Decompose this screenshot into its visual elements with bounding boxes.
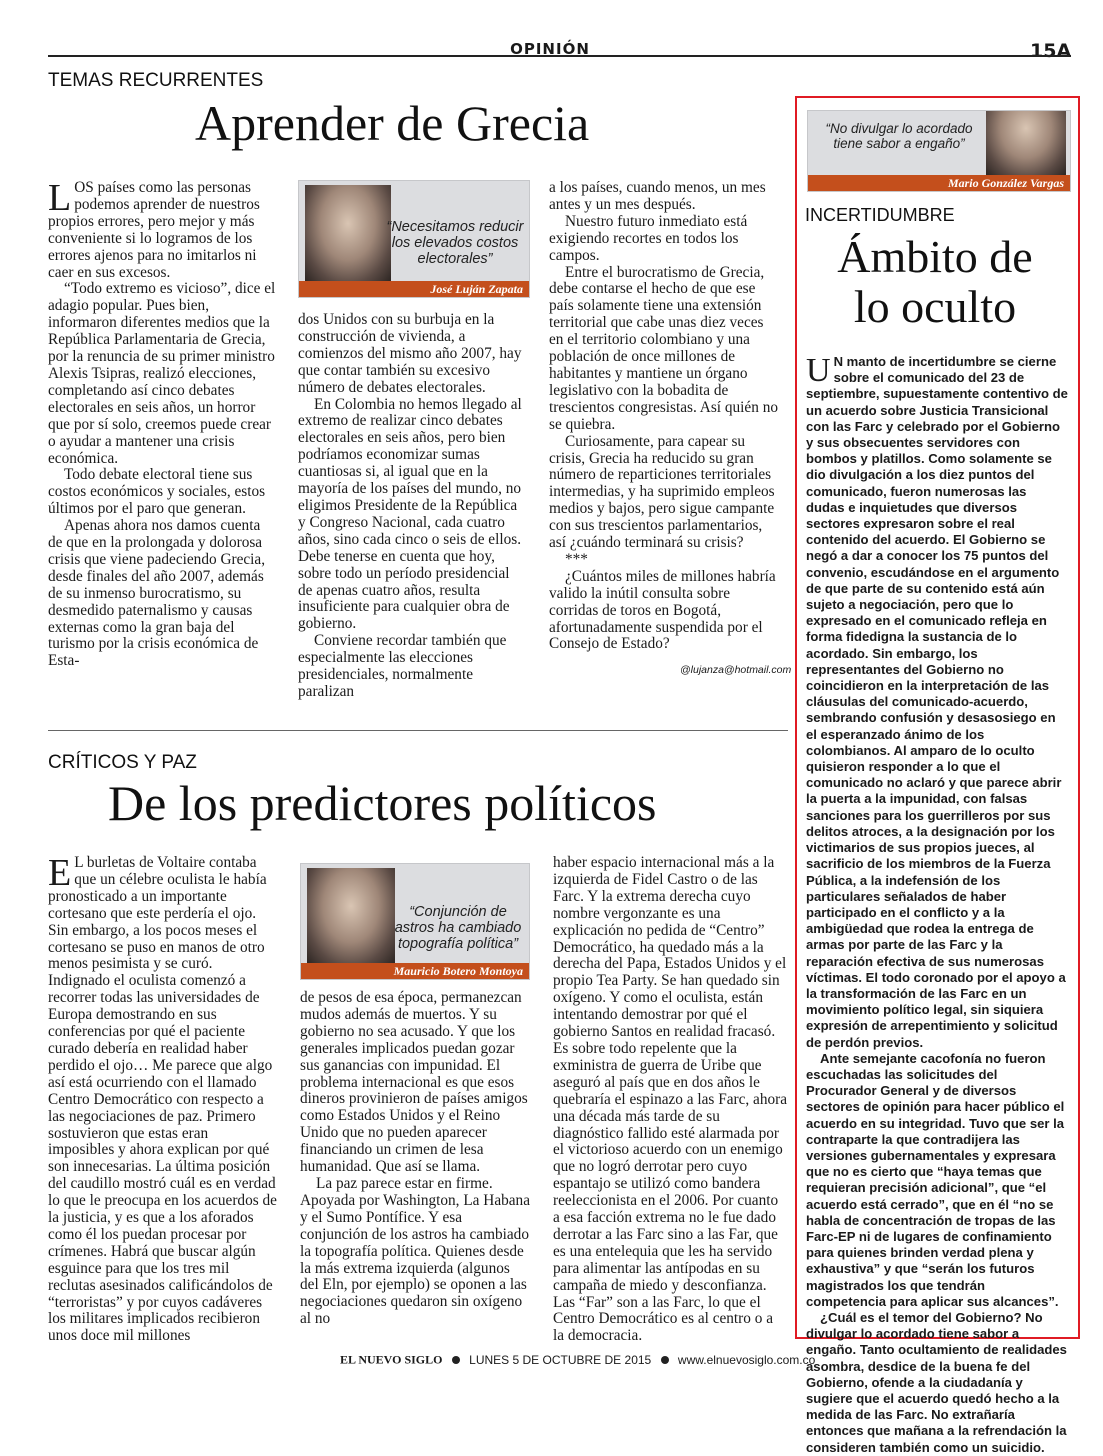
bullet-icon: [452, 1356, 460, 1364]
article2-column-2: de pesos de esa época, permanezcan mudos además de muertos. Y su gobierno no sea acusado. Y que los generales implicados puedan gozar sus ganancias con impunidad. El problema internacional es que esos dineros provinieron de países amigos como Estados Unidos y el Reino Unido que no pueden aparecer financiando un crimen de lesa humanidad. Que así se llama. La paz parece estar en firme. Apoyada por Washington, La Habana y el Sumo Pontífice. Y esa conjunción de los astros ha cambiado la topografía política. Quienes desde la más extrema izquierda (algunos del Eln, por ejemplo) se oponen a las negociaciones quedaron sin oxígeno al no: [300, 989, 530, 1328]
header-rule: [48, 55, 1071, 57]
article3-author-box: [807, 110, 1071, 192]
author-photo: [307, 868, 395, 963]
article3-body: U N manto de incertidumbre se cierne sobre el comunicado del 23 de septiembre, supuestamente contentivo de un acuerdo sobre Justicia Transicional con las Farc y celebrado por el Gobierno y sus obsecuentes servidores con bombos y platillos. Como solamente se dio divulgación a los diez puntos del comunicado, fueron numerosas las dudas e inquietudes que diversos sectores expresaron sobre el real contenido del acuerdo. El Gobierno se negó a dar a conocer los 75 puntos del convenio, escudándose en el argumento de que parte de su contenido está aún sujeto a negociación, pero que lo expresado en el comunicado refleja en forma fidedigna la sustancia de lo acordado. Sin embargo, los representantes del Gobierno no coincidieron en la interpretación de las cláusulas del comunicado-acuerdo, sembrando confusión y desasosiego en el esperanzado ánimo de los colombianos. Al amparo de lo oculto quisieron responder a lo que el comunicado no aclaró y que parece abrir la puerta a la impunidad, con falsas sanciones para los guerrilleros por sus delitos atroces, a la designación por los victimarios de sus propios jueces, al sacrificio de los miembros de la Fuerza Pública, a la indefensión de los particulares señalados de haber participado en el conflicto y a la ambigüedad que rodea la entrega de armas por parte de las Farc y la reparación efectiva de sus numerosas víctimas. El todo coronado por el apoyo a la transformación de las Farc en un movimiento político legal, sin siquiera expresión de arrepentimiento y solicitud de perdón previos. Ante semejante cacofonía no fueron escuchadas las solicitudes del Procurador General y de diversos sectores de opinión para hacer público el acuerdo en su integridad. Tuvo que ser la contraparte la que contradijera las versiones gubernamentales y expresara que no es cierto que “haya temas que requieran precisión adicional”, que “el acuerdo está cerrado”, que en él “no se habla de concentración de tropas de las Farc-EP ni de lugares de confinamiento para quienes brinden verdad plena y exhaustiva” y que “serán los futuros magistrados los que tendrán competencia para aplicar sus alcances”. ¿Cuál es el temor del Gobierno? No divulgar lo acordado tiene sabor a engaño. Tanto ocultamiento de realidades asombra, desdice de la buena fe del Gobierno, ofende a la ciudadanía y sugiere que el acuerdo quedó hecho a la medida de las Farc. No extrañaría entonces que mañana a la refrendación la consideren también como un suicidio.: [806, 352, 1068, 1455]
article2-column-1: E L burletas de Voltaire contaba que un célebre oculista le había pronosticado a un importante cortesano que este perdería el ojo. Sin embargo, a los pocos meses el cortesano se puso en manos de otro menos pesimista y se curó. Indignado el oculista comenzó a recorrer todas las universidades de Europa demostrando en sus conferencias por qué el paciente curado debería en realidad haber perdido el ojo… Me parece que algo así está ocurriendo con el llamado Centro Democrático con respecto a las negociaciones de paz. Primero sostuvieron que estas eran imposibles y ahora explican por qué son innecesarias. La última posición del caudillo mostró cuál es en verdad lo que le preocupa en los acuerdos de la justicia, y es que a los aforados como él los puedan procesar por crímenes. Habrá que buscar algún esguince para que los tres mil reclutas asesinados calificándolos de “terroristas” y por cuyos cadáveres los militares implicados recibieron unos doce mil millones: [48, 852, 277, 1345]
article1-author-box: [298, 180, 530, 298]
section-label: OPINIÓN: [510, 40, 590, 58]
dropcap: E: [48, 852, 72, 894]
article1-kicker: TEMAS RECURRENTES: [48, 70, 264, 91]
author-photo: [305, 185, 391, 281]
author-photo: [986, 110, 1066, 175]
dropcap: U: [806, 352, 831, 389]
page-footer: [340, 1352, 840, 1367]
author-name: Mario González Vargas: [808, 175, 1070, 191]
article1-title: Aprender de Grecia: [195, 95, 590, 151]
bullet-icon: [661, 1356, 669, 1364]
article2-kicker: CRÍTICOS Y PAZ: [48, 752, 197, 773]
article1-column-2: dos Unidos con su burbuja en la construcción de vivienda, a comienzos del mismo año 2007, hay que contar también su excesivo número de debates electorales. En Colombia no hemos llegado al extremo de realizar cinco debates electorales en seis años, pero bien podríamos economizar sumas cuantiosas si, al igual que en la mayoría de los países del mundo, no eligimos Presidente de la República y Congreso Nacional, cada cuatro años, sino cada cinco o seis de ellos. Debe tenerse en cuenta que hoy, sobre todo un período presidencial de apenas cuatro años, resulta insuficiente para cualquier obra de gobierno. Conviene recordar también que especialmente las elecciones presidenciales, normalmente paralizan: [298, 311, 522, 700]
issue-date: LUNES 5 DE OCTUBRE DE 2015: [469, 1352, 652, 1367]
article-divider: [48, 730, 788, 731]
author-name: Mauricio Botero Montoya: [301, 963, 529, 979]
dropcap: L: [48, 177, 72, 219]
pull-quote: “Conjunción de astros ha cambiado topografía política”: [394, 904, 522, 952]
page-number: 15A: [1030, 40, 1072, 62]
pull-quote: “Necesitamos reducir los elevados costos electorales”: [386, 219, 524, 267]
article3-kicker: INCERTIDUMBRE: [805, 205, 955, 225]
newspaper-name: EL NUEVO SIGLO: [340, 1352, 443, 1367]
article2-title: De los predictores políticos: [108, 775, 657, 831]
pull-quote: “No divulgar lo acordado tiene sabor a engaño”: [825, 121, 973, 151]
article1-column-3: a los países, cuando menos, un mes antes y un mes después. Nuestro futuro inmediato está exigiendo recortes en todos los campos. Entre el burocratismo de Grecia, debe contarse el hecho de que ese país solamente tiene una extensión territorial que cabe unas diez veces en el territorio colombiano y una población de once millones de habitantes y mantiene un órgano legislativo con la bobadita de trescientos congresistas. Así quién no se quiebra. Curiosamente, para capear su crisis, Grecia ha reducido su gran número de reparticiones territoriales intermedias, y ha suprimido empleos medios y bajos, pero sigue campante con sus trescientos parlamentarios, así ¿cuándo terminará su crisis? *** ¿Cuántos miles de millones habría valido la inútil consulta sobre corridas de toros en Bogotá, afortunadamente suspendida por el Consejo de Estado?: [549, 179, 778, 653]
author-email: @lujanza@hotmail.com: [680, 664, 792, 676]
article2-author-box: [300, 863, 530, 980]
article2-column-3: haber espacio internacional más a la izquierda de Fidel Castro o de las Farc. Y la extrema derecha cuyo nombre vergonzante es una explicación no pedida de “Centro” Democrático, ha quedado más a la derecha del Papa, Estados Unidos y el propio Tea Party. Se han quedado sin oxígeno. Y como el oculista, están intentando demostrar por qué el gobierno Santos en realidad fracasó. Es sobre todo repelente que la exministra de guerra de Uribe que aseguró al país que en dos años le quebraría el espinazo a las Farc, ahora una década más tarde de su diagnóstico fallido esté alarmada por el victorioso acuerdo con un enemigo que no logró derrotar pero cuyo espantajo se utilizó como bandera reeleccionista en el 2006. Por cuanto a esa facción extrema no le fue dado derrotar a las Farc sino a las Far, que es una entelequia que les ha servido para alimentar las antípodas en su campaña de miedo y desconfianza. Las “Far” son a las Farc, lo que el Centro Democrático es al centro o a la democracia.: [553, 854, 788, 1345]
article3-title: Ámbito de lo oculto: [837, 231, 1033, 332]
article1-column-1: LOS países como las personas podemos aprender de nuestros propios errores, pero mejor y más conveniente si lo logramos de los errores ajenos para no imitarlos ni caer en sus excesos. “Todo extremo es vicioso”, dice el adagio popular. Pues bien, informaron diferentes medios que la República Parlamentaria de Grecia, por la renuncia de su primer ministro Alexis Tsipras, realizó elecciones, completando así cinco debates electorales en seis años, un horror que por sí solo, creemos puede crear o ayudar a mantener una crisis económica. Todo debate electoral tiene sus costos económicos y sociales, estos últimos por el paro que generan. Apenas ahora nos damos cuenta de que en la prolongada y dolorosa crisis que viene padeciendo Grecia, desde finales del año 2007, además de su inmenso burocratismo, su desmedido paternalismo y causas externas como la gran baja del turismo por la crisis económica de Esta-: [48, 177, 276, 670]
website-link[interactable]: www.elnuevosiglo.com.co: [677, 1352, 816, 1367]
author-name: José Luján Zapata: [299, 281, 529, 297]
